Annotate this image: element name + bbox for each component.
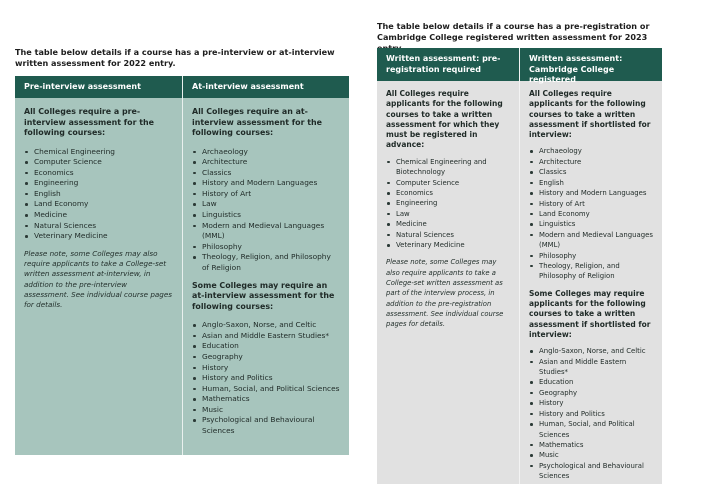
course-list-item: Medicine — [24, 210, 173, 221]
college-registered-some-course-list — [529, 346, 653, 481]
course-list-item: History of Art — [529, 199, 653, 209]
college-registered-column — [519, 48, 662, 484]
course-list-item: Classics — [192, 168, 340, 179]
course-list-item: History and Politics — [192, 373, 340, 384]
pre-interview-header: Pre-interview assessment — [15, 76, 182, 98]
right-table-intro: The table below details if a course has a pre-registration or Cambridge College registered written assessment for 2023 — [377, 21, 650, 42]
course-list-item: Classics — [529, 167, 653, 177]
course-list-item: Land Economy — [24, 199, 173, 210]
pre-registration-note: Please note, some Colleges may also require applicants to take a College-set written assessment as part of the interview process, in addition to the pre-registration assessment. See individual course pages for details. — [386, 258, 504, 329]
course-list-item: English — [24, 189, 173, 200]
course-list-item: Asian and Middle Eastern Studies* — [529, 357, 653, 378]
course-list-item: Psychological and Behavioural Sciences — [529, 461, 653, 482]
pre-registration-body — [377, 81, 519, 338]
pre-interview-note: Please note, some Colleges may also require applicants to take a College-set written assessment at-interview, in addition to the pre-interview assessment. See individual course pages for details. — [24, 248, 173, 310]
course-list-item: Computer Science — [386, 178, 510, 188]
course-list-item: Philosophy — [529, 251, 653, 261]
course-list-item: Geography — [529, 388, 653, 398]
course-list-item: Theology, Religion, and Philosophy of Religion — [529, 261, 653, 282]
course-list-item: Geography — [192, 352, 340, 363]
course-list-item: Human, Social, and Political Sciences — [192, 384, 340, 395]
course-list-item: Asian and Middle Eastern Studies* — [192, 331, 340, 342]
course-list-item: Architecture — [529, 157, 653, 167]
course-list-item: Economics — [386, 188, 510, 198]
pre-registration-lead: All Colleges require applicants for the following courses to take a written assessment for which they must be registered in advance: — [386, 89, 503, 150]
college-registered-body — [520, 81, 662, 489]
course-list-item: History and Modern Languages — [192, 178, 340, 189]
at-interview-column — [182, 76, 349, 455]
course-list-item: History — [529, 398, 653, 408]
at-interview-course-list — [192, 147, 340, 274]
course-list-item: Engineering — [24, 178, 173, 189]
course-list-item: Veterinary Medicine — [24, 231, 173, 242]
at-interview-body — [183, 98, 349, 444]
pre-interview-column — [15, 76, 182, 455]
course-list-item: Theology, Religion, and Philosophy of Religion — [192, 252, 340, 273]
at-interview-header: At-interview assessment — [183, 76, 349, 98]
course-list-item: Medicine — [386, 219, 510, 229]
pre-interview-lead: All Colleges require a pre-interview assessment for the following courses: — [24, 107, 154, 137]
course-list-item: Archaeology — [529, 146, 653, 156]
course-list-item: Psychological and Behavioural Sciences — [192, 415, 340, 436]
course-list-item: Linguistics — [529, 219, 653, 229]
course-list-item: Chemical Engineering and Biotechnology — [386, 157, 510, 178]
course-list-item: Mathematics — [192, 394, 340, 405]
course-list-item: History of Art — [192, 189, 340, 200]
course-list-item: History — [192, 363, 340, 374]
college-registered-header: Written assessment: Cambridge College registered — [520, 48, 662, 81]
at-interview-lead-some: Some Colleges may require an at-interview assessment for the following courses: — [192, 280, 335, 311]
course-list-item: History and Politics — [529, 409, 653, 419]
course-list-item: Education — [192, 341, 340, 352]
pre-registration-course-list — [386, 157, 510, 251]
course-list-item: Anglo-Saxon, Norse, and Celtic — [529, 346, 653, 356]
course-list-item: English — [529, 178, 653, 188]
course-list-item: Philosophy — [192, 242, 340, 253]
course-list-item: Music — [529, 450, 653, 460]
course-list-item: Law — [386, 209, 510, 219]
left-table-intro: The table below details if a course has a pre-interview or at-interview written assessment for 2022 entry. — [15, 47, 335, 68]
course-list-item: Modern and Medieval Languages (MML) — [529, 230, 653, 251]
pre-interview-body — [15, 98, 182, 319]
course-list-item: Natural Sciences — [386, 230, 510, 240]
college-registered-lead-some: Some Colleges may require applicants for the following courses to take a written assessment if shortlisted for interview: — [529, 288, 651, 339]
course-list-item: Economics — [24, 168, 173, 179]
course-list-item: Computer Science — [24, 157, 173, 168]
pre-registration-header: Written assessment: pre-registration required — [377, 48, 519, 81]
pre-interview-course-list — [24, 147, 173, 242]
college-registered-course-list — [529, 146, 653, 281]
course-list-item: Engineering — [386, 198, 510, 208]
course-list-item: Linguistics — [192, 210, 340, 221]
course-list-item: Natural Sciences — [24, 221, 173, 232]
at-interview-lead: All Colleges require an at-interview assessment for the following courses: — [192, 107, 322, 137]
course-list-item: Music — [192, 405, 340, 416]
course-list-item: Land Economy — [529, 209, 653, 219]
right-assessment-table — [377, 48, 662, 484]
course-list-item: Human, Social, and Political Sciences — [529, 419, 653, 440]
course-list-item: Mathematics — [529, 440, 653, 450]
at-interview-some-course-list — [192, 320, 340, 437]
left-assessment-table — [15, 76, 349, 455]
course-list-item: Archaeology — [192, 147, 340, 158]
course-list-item: Architecture — [192, 157, 340, 168]
pre-registration-column — [377, 48, 519, 484]
course-list-item: Anglo-Saxon, Norse, and Celtic — [192, 320, 340, 331]
course-list-item: Modern and Medieval Languages (MML) — [192, 221, 340, 242]
course-list-item: Education — [529, 377, 653, 387]
course-list-item: History and Modern Languages — [529, 188, 653, 198]
course-list-item: Chemical Engineering — [24, 147, 173, 158]
college-registered-lead: All Colleges require applicants for the following courses to take a written assessment if shortlisted for interview: — [529, 89, 651, 140]
course-list-item: Law — [192, 199, 340, 210]
course-list-item: Veterinary Medicine — [386, 240, 510, 250]
